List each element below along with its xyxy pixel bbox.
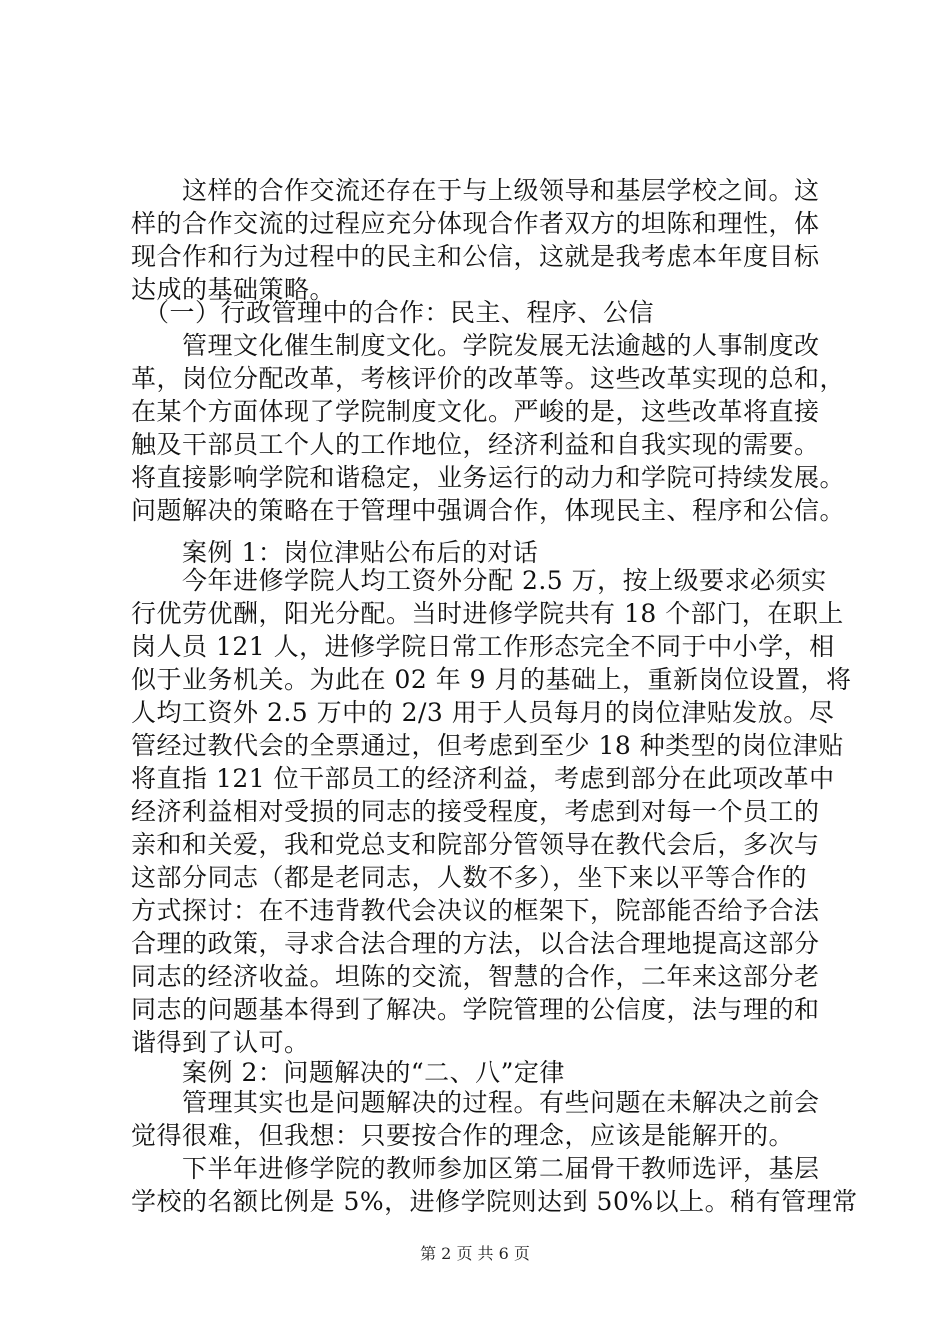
paragraph-line: 今年进修学院人均工资外分配 2.5 万，按上级要求必须实 (131, 566, 827, 595)
paragraph-line: 革，岗位分配改革，考核评价的改革等。这些改革实现的总和， (131, 364, 846, 393)
page-number-footer: 第 2 页 共 6 页 (420, 1244, 530, 1263)
paragraph-line: 问题解决的策略在于管理中强调合作，体现民主、程序和公信。 (131, 496, 846, 525)
paragraph-line: 管理文化催生制度文化。学院发展无法逾越的人事制度改 (131, 331, 820, 360)
paragraph-line: 这部分同志（都是老同志，人数不多），坐下来以平等合作的 (131, 863, 808, 892)
paragraph-line: 触及干部员工个人的工作地位，经济利益和自我实现的需要。 (131, 430, 820, 459)
paragraph-line: 行优劳优酬，阳光分配。当时进修学院共有 18 个部门，在职上 (131, 599, 844, 628)
paragraph-line: 岗人员 121 人，进修学院日常工作形态完全不同于中小学，相 (131, 632, 835, 661)
paragraph-line: 同志的经济收益。坦陈的交流，智慧的合作，二年来这部分老 (131, 962, 820, 991)
paragraph-line: 将直指 121 位干部员工的经济利益，考虑到部分在此项改革中 (131, 764, 835, 793)
paragraph-line: 经济利益相对受损的同志的接受程度，考虑到对每一个员工的 (131, 797, 820, 826)
paragraph-line: 管理其实也是问题解决的过程。有些问题在未解决之前会 (131, 1088, 820, 1117)
paragraph-line: 谐得到了认可。 (131, 1028, 310, 1057)
paragraph-line: 管经过教代会的全票通过，但考虑到至少 18 种类型的岗位津贴 (131, 731, 844, 760)
paragraph-line: 合理的政策，寻求合法合理的方法，以合法合理地提高这部分 (131, 929, 820, 958)
paragraph-line: 现合作和行为过程中的民主和公信，这就是我考虑本年度目标 (131, 242, 820, 271)
paragraph-line: 亲和和关爱，我和党总支和院部分管领导在教代会后，多次与 (131, 830, 820, 859)
paragraph-line: 样的合作交流的过程应充分体现合作者双方的坦陈和理性，体 (131, 209, 820, 238)
paragraph-line: 在某个方面体现了学院制度文化。严峻的是，这些改革将直接 (131, 397, 820, 426)
paragraph-line: 觉得很难，但我想：只要按合作的理念，应该是能解开的。 (131, 1121, 795, 1150)
paragraph-line: 似于业务机关。为此在 02 年 9 月的基础上，重新岗位设置，将 (131, 665, 852, 694)
paragraph-line: 同志的问题基本得到了解决。学院管理的公信度，法与理的和 (131, 995, 820, 1024)
paragraph-line: 达成的基础策略。 (131, 275, 336, 304)
paragraph-line: 方式探讨：在不违背教代会决议的框架下，院部能否给予合法 (131, 896, 820, 925)
paragraph-line: 这样的合作交流还存在于与上级领导和基层学校之间。这 (131, 176, 820, 205)
case-heading: 案例 1：岗位津贴公布后的对话 (131, 538, 539, 567)
section-heading: （一）行政管理中的合作：民主、程序、公信 (131, 298, 655, 327)
case-heading: 案例 2：问题解决的“二、八”定律 (131, 1058, 565, 1087)
paragraph-line: 下半年进修学院的教师参加区第二届骨干教师选评，基层 (131, 1154, 820, 1183)
paragraph-line: 人均工资外 2.5 万中的 2/3 用于人员每月的岗位津贴发放。尽 (131, 698, 835, 727)
paragraph-line: 将直接影响学院和谐稳定，业务运行的动力和学院可持续发展。 (131, 463, 846, 492)
paragraph-line: 学校的名额比例是 5%，进修学院则达到 50%以上。稍有管理常 (131, 1187, 858, 1216)
